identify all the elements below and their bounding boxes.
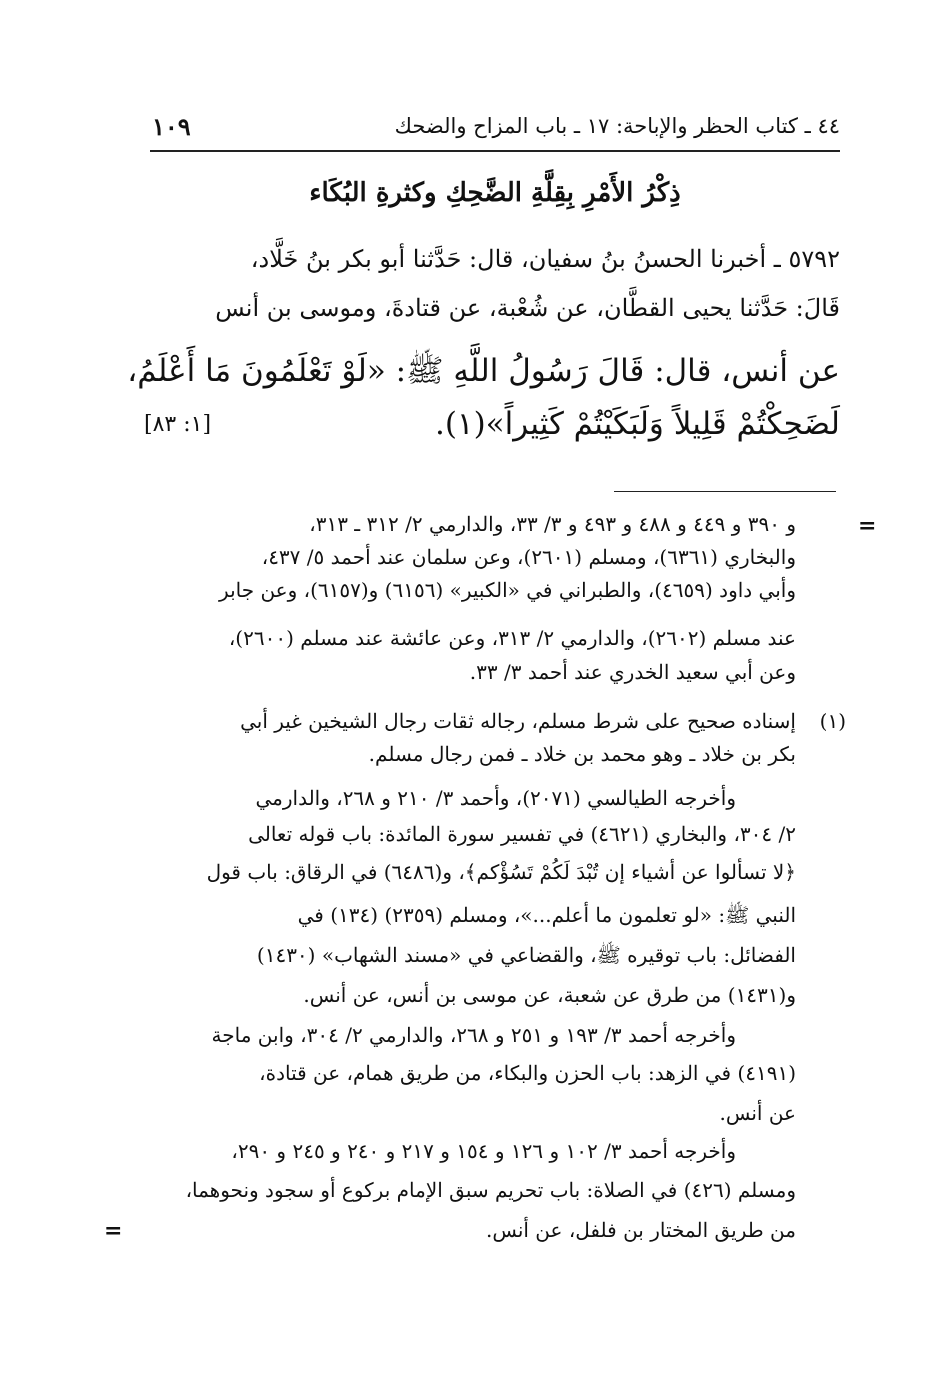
footnote-line: الفضائل: باب توقيره ﷺ، والقضاعي في «مسند الشهاب» (١٤٣٠) [256, 943, 796, 967]
hadith-matn-line: عن أنس، قال: قَالَ رَسُولُ اللَّهِ ﷺ: «لَوْ تَعْلَمُونَ مَا أَعْلَمُ، [127, 353, 840, 389]
footnote-line: وعن أبي سعيد الخدري عند أحمد ٣/ ٣٣. [469, 660, 796, 684]
running-title: ٤٤ ـ كتاب الحظر والإباحة: ١٧ ـ باب المزاح والضحك [394, 114, 840, 138]
footnote-line: ومسلم (٤٢٦) في الصلاة: باب تحريم سبق الإمام بركوع أو سجود ونحوهما، [185, 1178, 796, 1202]
page-number: ١٠٩ [152, 112, 191, 141]
footnote-marker: (١) [819, 709, 846, 733]
running-header [150, 110, 840, 152]
section-heading: ذِكْرُ الأَمْرِ بِقِلَّةِ الضَّحِكِ وكثرةِ البُكَاء [309, 178, 681, 208]
hadith-matn-line: لَضَحِكْتُمْ قَلِيلاً وَلَبَكَيْتُمْ كَثِيراً»(١). [434, 406, 840, 442]
footnote-line: إسناده صحيح على شرط مسلم، رجاله ثقات رجال الشيخين غير أبي [240, 709, 796, 733]
footnote-line: وأبي داود (٤٦٥٩)، والطبراني في «الكبير» (٦١٥٦) و(٦١٥٧)، وعن جابر [219, 578, 796, 602]
footnote-separator [614, 491, 836, 492]
footnote-line: النبي ﷺ: «لو تعلمون ما أعلم...»، ومسلم (٢٣٥٩) (١٣٤) في [297, 903, 796, 927]
hadith-line: ٥٧٩٢ ـ أخبرنا الحسنُ بنُ سفيان، قال: حَدَّثنا أبو بكر بنُ خَلَّاد، [250, 245, 840, 273]
footnote-line: عن أنس. [719, 1101, 796, 1125]
continuation-marker: = [104, 1218, 123, 1244]
hadith-reference: [١: ٨٣] [144, 412, 212, 437]
footnote-line: ﴿لا تسألوا عن أشياء إن تُبْدَ لَكُمْ تَسُؤْكم﴾، و(٦٤٨٦) في الرقاق: باب قول [206, 860, 796, 884]
footnote-line: ٢/ ٣٠٤، والبخاري (٤٦٢١) في تفسير سورة المائدة: باب قوله تعالى [248, 822, 796, 846]
footnote-line: عند مسلم (٢٦٠٢)، والدارمي ٢/ ٣١٣، وعن عائشة عند مسلم (٢٦٠٠)، [228, 626, 796, 650]
footnote-line: وأخرجه الطيالسي (٢٠٧١)، وأحمد ٣/ ٢١٠ و ٢٦٨، والدارمي [255, 786, 736, 810]
footnote-line: من طريق المختار بن فلفل، عن أنس. [485, 1218, 796, 1242]
footnote-line: وأخرجه أحمد ٣/ ١٠٢ و ١٢٦ و ١٥٤ و ٢١٧ و ٢٤٠ و ٢٤٥ و ٢٩٠، [231, 1139, 736, 1163]
footnote-line: والبخاري (٦٣٦١)، ومسلم (٢٦٠١)، وعن سلمان عند أحمد ٥/ ٤٣٧، [261, 545, 796, 569]
footnote-line: بكر بن خلاد ـ وهو محمد بن خلاد ـ فمن رجال مسلم. [368, 742, 796, 766]
continuation-marker: = [858, 513, 877, 539]
footnote-line: (٤١٩١) في الزهد: باب الحزن والبكاء، من طريق همام، عن قتادة، [259, 1061, 796, 1085]
footnote-line: وأخرجه أحمد ٣/ ١٩٣ و ٢٥١ و ٢٦٨، والدارمي ٢/ ٣٠٤، وابن ماجة [211, 1023, 736, 1047]
footnote-line: و(١٤٣١) من طرق عن شعبة، عن موسى بن أنس، عن أنس. [303, 983, 796, 1007]
footnote-line: و ٣٩٠ و ٤٤٩ و ٤٨٨ و ٤٩٣ و ٣/ ٣٣، والدارمي ٢/ ٣١٢ ـ ٣١٣، [309, 512, 796, 536]
hadith-line: قَالَ: حَدَّثنا يحيى القطَّان، عن شُعْبة، عن قتادةَ، وموسى بن أنس [215, 294, 840, 322]
